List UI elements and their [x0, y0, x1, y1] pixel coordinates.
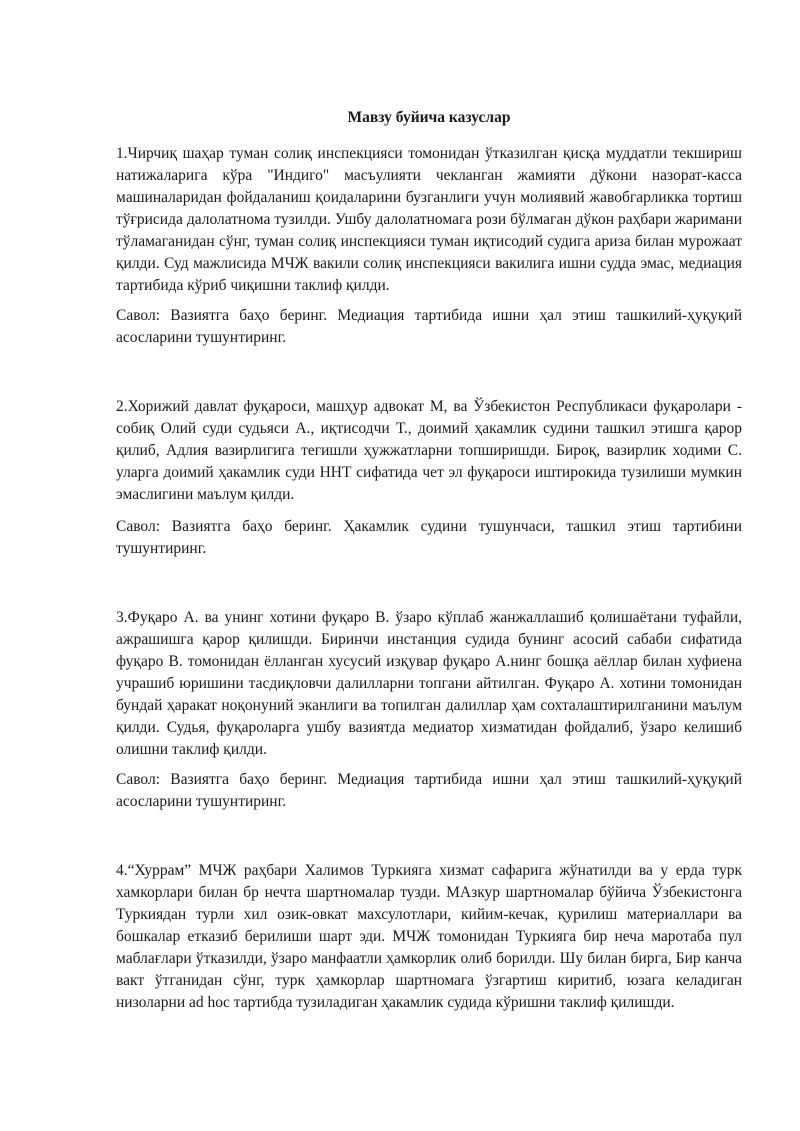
document-title: Мавзу буйича казуслар: [347, 109, 511, 126]
case-2-text: 2.Хорижий давлат фуқароси, машҳур адвокат М, ва Ўзбекистон Республикаси фуқаролари - собиқ Олий суди судьяси А., иқтисодчи Т., доимий ҳакамлик судини ташкил этишга қарор қилиб, Адлия вазирлигига тегишли ҳужжатларни топширишди. Бироқ, вазирлик ходими С. уларга доимий ҳакамлик суди ННТ сифатида чет эл фуқароси иштирокида тузилиши мумкин эмаслигини маълум қилди.: [116, 398, 742, 503]
case-1-text: 1.Чирчиқ шаҳар туман солиқ инспекцияси томонидан ўтказилган қисқа муддатли текшириш натижаларига кўра "Индиго" масъулияти чекланган жамияти дўкони назорат-касса машиналаридан фойдаланиш қоидаларини бузганлиги учун молиявий жавобгарликка тортиш тўғрисида далолатнома тузилди. Ушбу далолатномага рози бўлмаган дўкон раҳбари жаримани тўламаганидан сўнг, туман солиқ инспекцияси туман иқтисодий судига ариза билан мурожаат қилди. Суд мажлисида МЧЖ вакили солиқ инспекцияси вакилига ишни судда эмас, медиация тартибида кўриб чиқишни таклиф қилди.: [116, 145, 742, 294]
case-1-question: Савол: Вазиятга баҳо беринг. Медиация тартибида ишни ҳал этиш ташкилий-ҳуқуқий асосларини тушунтиринг.: [116, 307, 742, 346]
case-3-text: 3.Фуқаро А. ва унинг хотини фуқаро В. ўзаро кўплаб жанжаллашиб қолишаётани туфайли, ажрашишга қарор қилишди. Биринчи инстанция судида бунинг асосий сабаби сифатида фуқаро В. томонидан ёлланган хусусий изқувар фуқаро А.нинг бошқа аёллар билан хуфиена учрашиб юришини тасдиқловчи далилларни топгани айтилган. Фуқаро А. хотини томонидан бундай ҳаракат ноқонуний эканлиги ва топилган далиллар ҳам сохталаштирилганини маълум қилди. Судья, фуқароларга ушбу вазиятда медиатор хизматидан фойдалиб, ўзаро келишиб олишни таклиф қилди.: [116, 609, 742, 758]
case-2-question: Савол: Вазиятга баҳо беринг. Ҳакамлик судини тушунчаси, ташкил этиш тартибини тушунтиринг.: [116, 518, 742, 557]
case-4-text: 4.“Хуррам” МЧЖ раҳбари Халимов Туркияга хизмат сафарига жўнатилди ва у ерда турк хамкорлари билан бр нечта шартномалар тузди. МАзкур шартномалар бўйича Ўзбекистонга Туркиядан турли хил озик-овкат махсулотлари, кийим-кечак, қурилиш материаллари ва бошкалар етказиб берилиши шарт эди. МЧЖ томонидан Туркияга бир неча маротаба пул маблағлари ўтказилди, ўзаро манфаатли ҳамкорлик олиб борилди. Шу билан бирга, Бир канча вакт ўтганидан сўнг, турк ҳамкорлар шартномага ўзгартиш киритиб, юзага келадиган низоларни ad hoc тартибда тузиладиган ҳакамлик судида кўришни таклиф қилишди.: [116, 862, 742, 1011]
case-3-question: Савол: Вазиятга баҳо беринг. Медиация тартибида ишни ҳал этиш ташкилий-ҳуқуқий асосларини тушунтиринг.: [116, 771, 742, 810]
